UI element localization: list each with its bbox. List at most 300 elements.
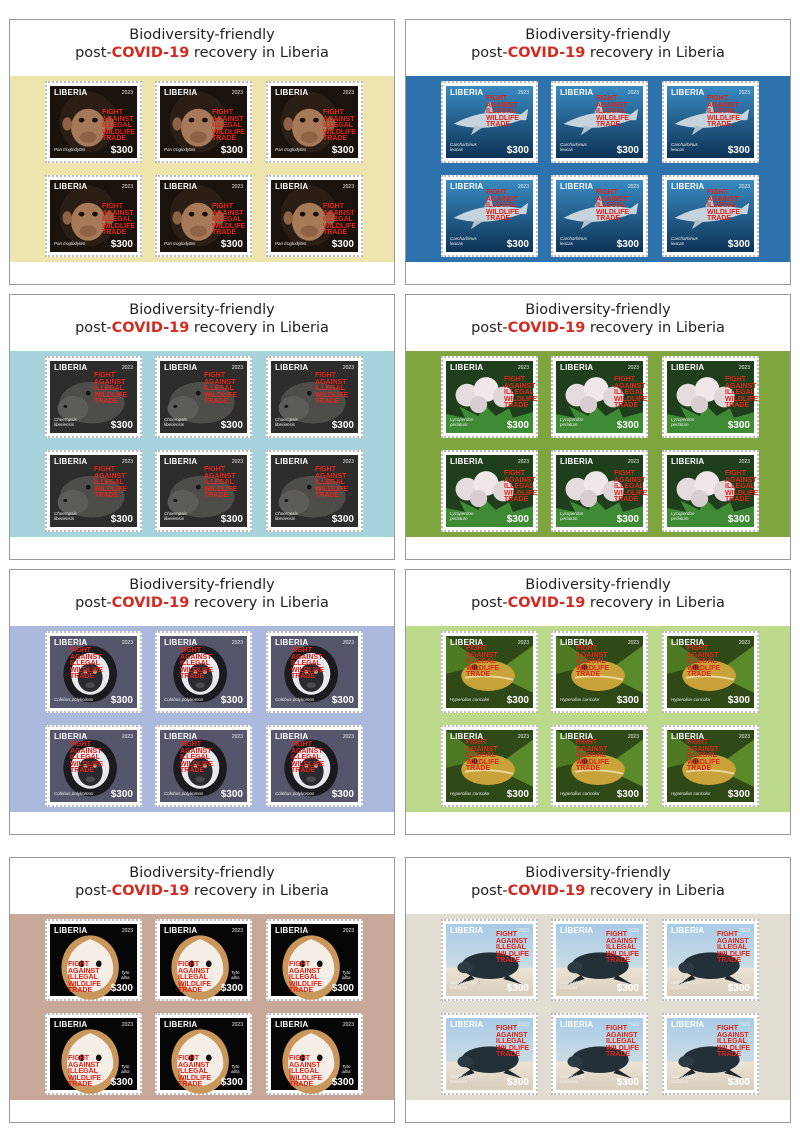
title-suffix: recovery in Liberia [585,595,725,611]
slogan-word: FIGHT [291,741,312,748]
stamp-country: LIBERIA [671,732,705,741]
slogan-word: ILLEGAL [204,385,234,392]
slogan-word: TRADE [606,957,631,964]
stamp-scientific-name: Dermochelys coriacea [671,1074,698,1084]
stamp-value: $300 [220,1077,243,1088]
slogan-word: AGAINST [725,476,757,484]
slogan-word: AGAINST [466,745,498,753]
slogan-word: TRADE [68,987,93,994]
overprint-slogan [486,96,519,129]
stamp-scientific-name: Hyperolius concolor [450,791,490,796]
slogan-word: FIGHT [68,961,89,968]
slogan-word: WILDLIFE [687,758,721,766]
stamp-scientific-name: Lycoperdon perlatum [671,511,695,521]
stamp-value: $300 [506,420,529,431]
stamp-scientific-name: Hyperolius concolor [560,697,600,702]
stamp-country: LIBERIA [671,926,705,935]
slogan-word: TRADE [504,496,529,503]
stamp-country: LIBERIA [54,363,88,372]
stamp-country: LIBERIA [164,638,198,647]
slogan-word: ILLEGAL [504,483,534,490]
stamp-image [667,180,754,252]
stamp-scientific-name: Tyto alba [342,970,351,980]
slogan-word: AGAINST [717,937,749,945]
title-suffix: recovery in Liberia [189,883,329,899]
slogan-word: TRADE [717,1051,742,1058]
slogan-word: AGAINST [289,1061,321,1069]
slogan-word: TRADE [94,492,119,499]
stamp [155,81,252,163]
stamp-image [667,361,759,433]
stamp-value: $300 [727,1077,750,1088]
color-band [406,351,790,537]
slogan-word: TRADE [68,1081,93,1088]
slogan-word: FIGHT [466,739,487,746]
stamp-value: $300 [727,514,750,525]
stamp-year: 2023 [517,640,529,646]
slogan-word: AGAINST [102,209,134,217]
stamp-value: $300 [331,514,354,525]
slogan-word: WILDLIFE [725,395,759,403]
stamp-scientific-name: Dermochelys coriacea [450,1074,477,1084]
stamp [45,175,142,257]
title-highlight: COVID-19 [111,45,190,61]
slogan-word: WILDLIFE [212,222,246,230]
slogan-word: WILDLIFE [466,758,500,766]
stamp-image [271,730,358,802]
stamp [266,919,363,1001]
stamp-scientific-name: Lycoperdon perlatum [450,417,474,427]
slogan-word: AGAINST [466,651,498,659]
stamp-scientific-name: Pan troglodytes [275,147,307,152]
slogan-word: ILLEGAL [707,108,737,115]
title-line-1: Biodiversity-friendly [129,302,275,318]
stamp-country: LIBERIA [450,457,484,466]
overprint-slogan [204,373,237,406]
stamp-value: $300 [220,695,243,706]
slogan-word: TRADE [291,767,316,774]
slogan-word: TRADE [717,957,742,964]
stamp-value: $300 [616,983,639,994]
title-highlight: COVID-19 [111,595,190,611]
slogan-word: WILDLIFE [596,208,630,216]
sheetlet-shark [405,19,791,285]
slogan-word: ILLEGAL [717,944,747,951]
stamp-image [160,455,247,527]
slogan-word: ILLEGAL [576,658,606,665]
stamp [155,450,252,532]
slogan-word: WILDLIFE [289,980,323,988]
overprint-slogan [180,648,213,681]
sheetlet-barn-owl [9,857,395,1123]
slogan-word: AGAINST [180,653,212,661]
slogan-word: ILLEGAL [687,658,717,665]
title-suffix: recovery in Liberia [585,45,725,61]
slogan-word: AGAINST [596,101,628,109]
slogan-word: ILLEGAL [178,1068,208,1075]
stamp-value: $300 [727,239,750,250]
stamp-scientific-name: Lycoperdon perlatum [450,511,474,521]
slogan-word: AGAINST [687,651,719,659]
slogan-word: FIGHT [576,739,597,746]
stamp-scientific-name: Colobus polykomos [275,697,315,702]
overprint-slogan [717,1026,750,1059]
stamp-value: $300 [616,514,639,525]
stamp [662,725,759,807]
overprint-slogan [204,467,237,500]
sheet-title [10,301,394,337]
slogan-word: FIGHT [289,961,310,968]
stamp-scientific-name: Choeropsis liberiensis [275,417,298,427]
stamp-scientific-name: Hyperolius concolor [450,697,490,702]
slogan-word: ILLEGAL [94,479,124,486]
stamp [266,1013,363,1095]
stamp-scientific-name: Carcharhinus leucas [450,142,477,152]
slogan-word: AGAINST [315,378,347,386]
stamp-image [160,86,247,158]
stamp [45,450,142,532]
stamp-year: 2023 [121,928,133,934]
stamp-image [160,730,247,802]
slogan-word: FIGHT [504,376,525,383]
overprint-slogan [486,190,519,223]
stamp-country: LIBERIA [671,638,705,647]
stamp-value: $300 [616,789,639,800]
stamp-scientific-name: Pan troglodytes [54,147,86,152]
slogan-word: FIGHT [323,109,344,116]
stamp-image [556,636,643,708]
stamp [551,175,648,257]
stamp [266,81,363,163]
title-line-1: Biodiversity-friendly [525,302,671,318]
stamp-year: 2023 [342,184,354,190]
slogan-word: TRADE [204,492,229,499]
stamp-country: LIBERIA [275,88,309,97]
stamp [45,356,142,438]
slogan-word: WILDLIFE [94,485,128,493]
stamp [266,175,363,257]
stamp-value: $300 [506,789,529,800]
stamp-year: 2023 [231,734,243,740]
stamp-value: $300 [727,789,750,800]
slogan-word: AGAINST [94,378,126,386]
stamp-country: LIBERIA [54,457,88,466]
slogan-word: ILLEGAL [504,389,534,396]
stamp [266,631,363,713]
stamp-year: 2023 [738,90,750,96]
sheetlet-chimpanzee [9,19,395,285]
stamp-year: 2023 [231,1022,243,1028]
overprint-slogan [212,204,245,237]
slogan-word: ILLEGAL [614,389,644,396]
overprint-slogan [291,648,324,681]
stamp-value: $300 [331,145,354,156]
slogan-word: FIGHT [707,95,728,102]
stamp-scientific-name: Pan troglodytes [164,147,196,152]
slogan-word: TRADE [212,135,237,142]
stamp-image [556,730,643,802]
stamp [551,725,648,807]
stamp-value: $300 [616,1077,639,1088]
overprint-slogan [94,373,127,406]
title-suffix: recovery in Liberia [189,45,329,61]
slogan-word: ILLEGAL [486,108,516,115]
slogan-word: FIGHT [687,739,708,746]
slogan-word: WILDLIFE [614,489,648,497]
slogan-word: TRADE [180,673,205,680]
slogan-word: AGAINST [596,195,628,203]
title-highlight: COVID-19 [111,320,190,336]
slogan-word: AGAINST [496,937,528,945]
stamp-country: LIBERIA [54,732,88,741]
sheet-title [10,864,394,900]
stamp-scientific-name: Tyto alba [121,970,130,980]
slogan-word: WILDLIFE [496,950,530,958]
stamp-scientific-name: Colobus polykomos [164,697,204,702]
stamp-year: 2023 [627,365,639,371]
stamp-image [446,636,533,708]
stamp [45,725,142,807]
slogan-word: FIGHT [68,1055,89,1062]
overprint-slogan [687,740,720,773]
overprint-slogan [576,740,609,773]
slogan-word: TRADE [70,767,95,774]
stamp [551,631,648,713]
slogan-word: AGAINST [212,115,244,123]
title-prefix: post- [471,45,508,61]
stamp-country: LIBERIA [275,732,309,741]
stamp [551,356,648,438]
overprint-slogan [707,190,740,223]
title-highlight: COVID-19 [507,883,586,899]
slogan-word: TRADE [289,987,314,994]
stamp-country: LIBERIA [450,88,484,97]
slogan-word: ILLEGAL [178,974,208,981]
slogan-word: FIGHT [486,189,507,196]
slogan-word: AGAINST [323,209,355,217]
title-line-2 [406,882,790,900]
stamp-year: 2023 [517,459,529,465]
slogan-word: FIGHT [687,645,708,652]
stamp-image [50,924,137,996]
slogan-word: TRADE [178,1081,203,1088]
stamp-scientific-name: Dermochelys coriacea [560,1074,587,1084]
overprint-slogan [504,377,537,410]
stamp-scientific-name: Dermochelys coriacea [450,980,477,990]
slogan-word: AGAINST [323,115,355,123]
slogan-word: TRADE [466,671,491,678]
stamp-value: $300 [110,789,133,800]
slogan-word: ILLEGAL [466,752,496,759]
slogan-word: AGAINST [707,101,739,109]
slogan-word: FIGHT [707,189,728,196]
slogan-word: WILDLIFE [204,485,238,493]
slogan-word: WILDLIFE [596,114,630,122]
stamp-image [667,730,754,802]
slogan-word: ILLEGAL [204,479,234,486]
stamp-year: 2023 [342,365,354,371]
slogan-word: WILDLIFE [315,391,349,399]
overprint-slogan [289,962,322,995]
slogan-word: ILLEGAL [576,752,606,759]
stamp-value: $300 [331,420,354,431]
slogan-word: FIGHT [717,1025,738,1032]
slogan-word: TRADE [289,1081,314,1088]
slogan-word: TRADE [614,496,639,503]
stamp-image [271,180,358,252]
slogan-word: TRADE [496,1051,521,1058]
title-line-2 [10,319,394,337]
title-prefix: post- [75,595,112,611]
slogan-word: FIGHT [204,372,225,379]
stamp-scientific-name: Carcharhinus leucas [560,142,587,152]
stamp-year: 2023 [627,928,639,934]
slogan-word: WILDLIFE [291,760,325,768]
slogan-word: TRADE [707,215,732,222]
slogan-word: ILLEGAL [707,202,737,209]
slogan-word: FIGHT [102,203,123,210]
slogan-word: ILLEGAL [496,944,526,951]
stamp-country: LIBERIA [671,363,705,372]
overprint-slogan [323,204,356,237]
slogan-word: TRADE [315,492,340,499]
slogan-word: TRADE [606,1051,631,1058]
stamp-year: 2023 [738,928,750,934]
slogan-word: FIGHT [725,470,746,477]
overprint-slogan [725,377,758,410]
stamp [266,356,363,438]
stamp-scientific-name: Choeropsis liberiensis [164,511,187,521]
slogan-word: FIGHT [180,647,201,654]
stamp-year: 2023 [342,640,354,646]
stamp-scientific-name: Choeropsis liberiensis [54,511,77,521]
stamp-scientific-name: Choeropsis liberiensis [54,417,77,427]
overprint-slogan [178,962,211,995]
slogan-word: FIGHT [606,1025,627,1032]
slogan-word: TRADE [178,987,203,994]
stamp-value: $300 [506,1077,529,1088]
stamp-year: 2023 [627,90,639,96]
slogan-word: FIGHT [315,466,336,473]
slogan-word: FIGHT [212,109,233,116]
sheet-title [406,576,790,612]
slogan-word: TRADE [504,402,529,409]
stamp [551,81,648,163]
slogan-word: WILDLIFE [614,395,648,403]
slogan-word: ILLEGAL [291,660,321,667]
stamp-image [50,86,137,158]
stamp-year: 2023 [231,90,243,96]
slogan-word: WILDLIFE [687,664,721,672]
slogan-word: WILDLIFE [486,208,520,216]
stamp-country: LIBERIA [671,182,705,191]
slogan-word: AGAINST [717,1031,749,1039]
slogan-word: TRADE [315,398,340,405]
stamp-image [50,455,137,527]
stamp-value: $300 [331,239,354,250]
slogan-word: FIGHT [180,741,201,748]
slogan-word: TRADE [212,229,237,236]
color-band [10,914,394,1100]
sheet-title [10,26,394,62]
stamp-value: $300 [220,420,243,431]
overprint-slogan [102,204,135,237]
stamp-value: $300 [616,239,639,250]
title-line-2 [406,594,790,612]
stamp-scientific-name: Colobus polykomos [275,791,315,796]
stamp [266,725,363,807]
slogan-word: WILDLIFE [68,980,102,988]
slogan-word: WILDLIFE [576,758,610,766]
stamp-scientific-name: Dermochelys coriacea [671,980,698,990]
slogan-word: WILDLIFE [289,1074,323,1082]
slogan-word: FIGHT [596,189,617,196]
stamp-year: 2023 [517,90,529,96]
stamp-value: $300 [727,695,750,706]
slogan-word: ILLEGAL [102,216,132,223]
stamp-year: 2023 [231,365,243,371]
slogan-word: FIGHT [178,1055,199,1062]
stamp-scientific-name: Dermochelys coriacea [560,980,587,990]
stamp [441,81,538,163]
stamp-year: 2023 [738,184,750,190]
stamp-value: $300 [220,514,243,525]
slogan-word: TRADE [496,957,521,964]
stamp-value: $300 [110,695,133,706]
stamp-year: 2023 [627,1022,639,1028]
overprint-slogan [68,1056,101,1089]
slogan-word: WILDLIFE [323,128,357,136]
sheet-title [406,26,790,62]
stamp-country: LIBERIA [560,926,594,935]
stamp [551,1013,648,1095]
stamp-image [271,924,358,996]
stamp-country: LIBERIA [164,182,198,191]
slogan-word: WILDLIFE [70,666,104,674]
stamp-year: 2023 [121,640,133,646]
sheet-title [406,301,790,337]
stamp-value: $300 [110,420,133,431]
slogan-word: WILDLIFE [102,128,136,136]
title-prefix: post- [75,883,112,899]
slogan-word: TRADE [323,229,348,236]
stamp-image [271,86,358,158]
stamp-country: LIBERIA [164,732,198,741]
stamp [45,1013,142,1095]
slogan-word: TRADE [687,765,712,772]
slogan-word: FIGHT [717,931,738,938]
stamp-country: LIBERIA [560,1020,594,1029]
stamp-image [446,924,533,996]
slogan-word: ILLEGAL [606,944,636,951]
slogan-word: AGAINST [606,1031,638,1039]
stamp-year: 2023 [342,459,354,465]
stamp-value: $300 [331,983,354,994]
stamp-image [667,924,754,996]
slogan-word: TRADE [596,121,621,128]
stamp-country: LIBERIA [54,926,88,935]
slogan-word: FIGHT [606,931,627,938]
overprint-slogan [212,110,245,143]
overprint-slogan [70,648,103,681]
stamp-value: $300 [110,1077,133,1088]
slogan-word: TRADE [486,215,511,222]
slogan-word: FIGHT [486,95,507,102]
overprint-slogan [178,1056,211,1089]
stamp [155,725,252,807]
stamp-scientific-name: Hyperolius concolor [671,791,711,796]
slogan-word: TRADE [204,398,229,405]
